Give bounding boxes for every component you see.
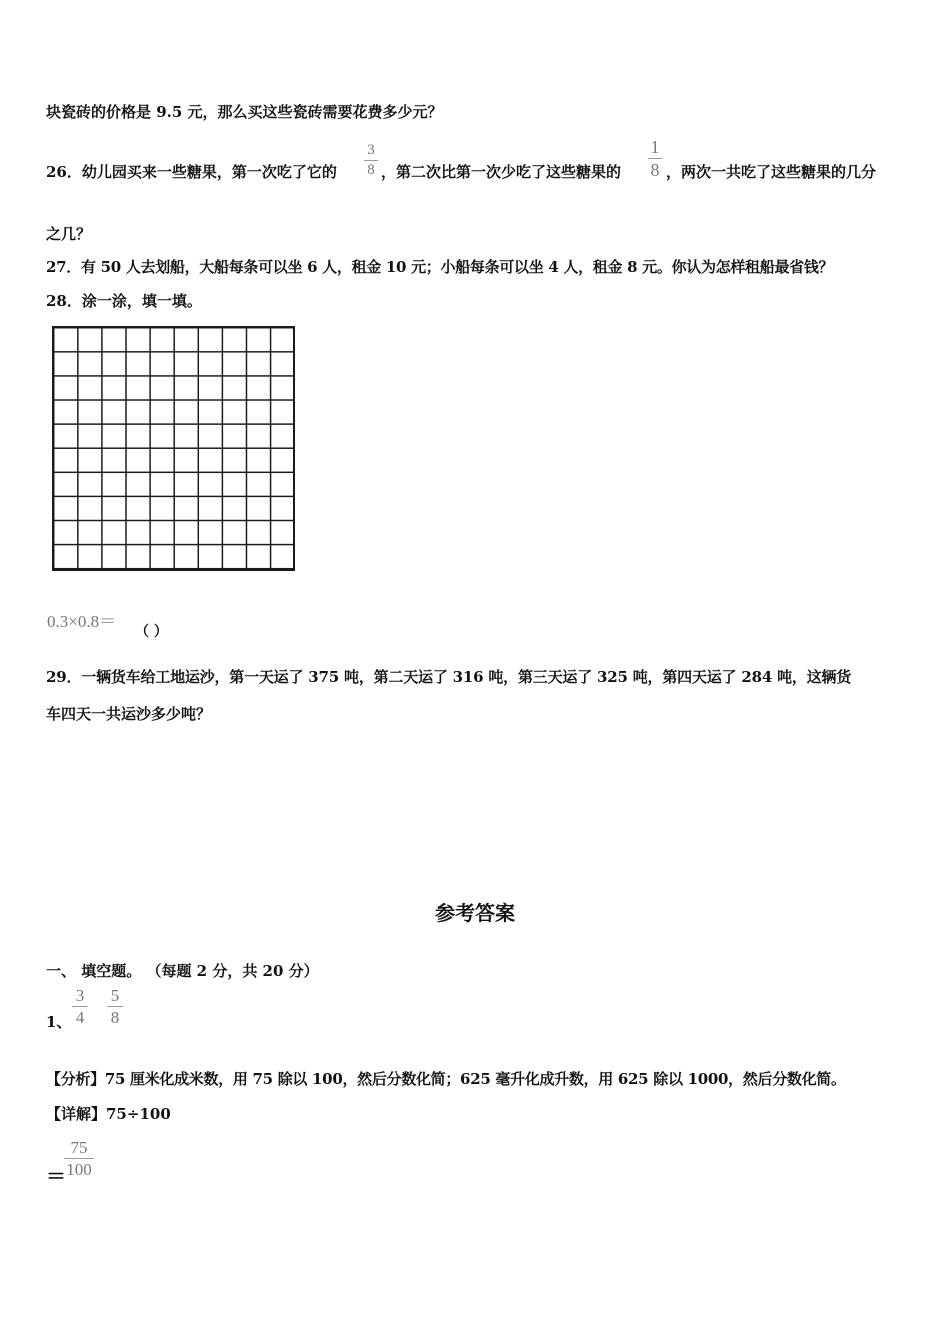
answers-section1-header: 一、 填空题。 （每题 2 分，共 20 分） [46, 962, 319, 980]
q26-text-part1: 26．幼儿园买来一些糖果，第一次吃了它的 [46, 163, 337, 181]
q26-text-part4: 之几？ [46, 225, 92, 243]
q28-answer-blank: （ ） [135, 624, 168, 640]
fraction-denominator: 4 [75, 1008, 85, 1027]
answers-title: 参考答案 [435, 901, 515, 925]
answer-equals-sign: ＝ [46, 1164, 66, 1188]
fraction-bar [64, 1158, 94, 1159]
fraction-numerator: 3 [75, 986, 85, 1005]
fraction-bar [648, 158, 662, 159]
q26-text-part3: ，两次一共吃了这些糖果的几分 [666, 163, 877, 181]
answer-item1-label: 1、 [46, 1013, 72, 1031]
answer-fraction-75-100 [64, 1139, 94, 1178]
q26-fraction-3-8 [364, 143, 378, 178]
q27-text: 27．有 50 人去划船，大船每条可以坐 6 人，租金 10 元；小船每条可以坐 4 人，租金 8 元。你认为怎样租船最省钱？ [46, 258, 834, 276]
fraction-numerator: 75 [70, 1138, 88, 1157]
fraction-denominator: 100 [66, 1160, 92, 1179]
fraction-denominator: 8 [367, 162, 375, 178]
fraction-numerator: 3 [367, 142, 375, 158]
q29-text-line1: 29．一辆货车给工地运沙，第一天运了 375 吨，第二天运了 316 吨，第三天运了 325 吨，第四天运了 284 吨，这辆货 [46, 668, 852, 686]
fraction-denominator: 8 [110, 1008, 120, 1027]
fraction-bar [364, 160, 378, 161]
hundred-square-grid [52, 326, 295, 571]
q25-tail-text: 块瓷砖的价格是 9.5 元，那么买这些瓷砖需要花费多少元？ [46, 103, 443, 121]
answer-fraction-5-8 [107, 987, 123, 1026]
answer-fraction-3-4 [72, 987, 88, 1026]
q28-text: 28．涂一涂，填一填。 [46, 292, 202, 310]
answer-analysis: 【分析】75 厘米化成米数，用 75 除以 100，然后分数化简；625 毫升化成升数，用 625 除以 1000，然后分数化简。 [46, 1070, 846, 1088]
q26-fraction-1-8 [648, 138, 662, 179]
fraction-numerator: 1 [650, 137, 660, 157]
fraction-bar [72, 1006, 88, 1007]
q29-text-line2: 车四天一共运沙多少吨？ [46, 705, 212, 723]
fraction-bar [107, 1006, 123, 1007]
q26-text-part2: ，第二次比第一次少吃了这些糖果的 [381, 163, 622, 181]
answer-detail: 【详解】75÷100 [46, 1105, 171, 1123]
q28-formula: 0.3×0.8＝ [47, 612, 117, 631]
fraction-denominator: 8 [650, 160, 660, 180]
fraction-numerator: 5 [110, 986, 120, 1005]
